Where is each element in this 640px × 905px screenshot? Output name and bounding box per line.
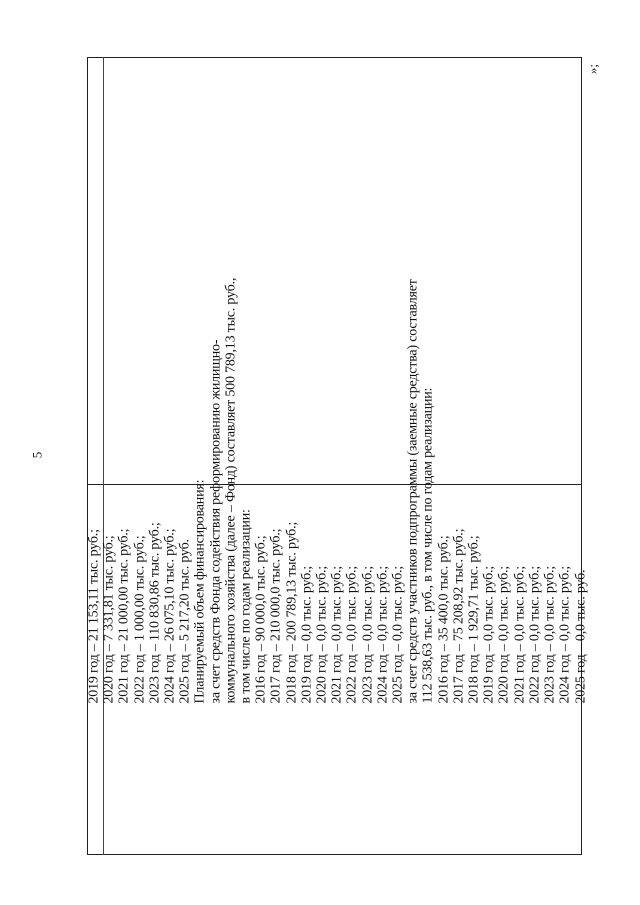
- financing-text-line: 2025 год – 0,0 тыс. руб.;: [390, 566, 406, 704]
- financing-text-line: 2022 год – 1 000,00 тыс. руб.;: [132, 535, 148, 704]
- financing-text-line: 2016 год – 90 000,0 тыс. руб.;: [253, 535, 269, 704]
- financing-text-line: 2023 год – 0,0 тыс. руб.;: [360, 566, 376, 704]
- financing-text-line: 2021 год – 0,0 тыс. руб.;: [329, 566, 345, 704]
- financing-text-line: 2018 год – 200 789,13 тыс. руб.;: [284, 521, 300, 704]
- financing-text-line: 2022 год – 0,0 тыс. руб.;: [527, 566, 543, 704]
- page-number: 5: [29, 451, 45, 459]
- financing-text-line: в том числе по годам реализации:: [238, 509, 254, 704]
- financing-text-line: 2022 год – 0,0 тыс. руб.;: [344, 566, 360, 704]
- financing-text-line: 2025 год – 0,0 тыс. руб.: [573, 569, 588, 704]
- financing-text-line: 2018 год – 1 929,71 тыс. руб.;: [466, 535, 482, 704]
- financing-text-line: 2019 год – 21 153,11 тыс. руб.;: [86, 529, 102, 704]
- financing-text-line: 2025 год – 5 217,20 тыс. руб.: [177, 539, 193, 704]
- financing-text-line: 2019 год – 0,0 тыс. руб.;: [299, 566, 315, 704]
- financing-text-line: 2024 год – 0,0 тыс. руб.;: [375, 566, 391, 704]
- financing-text-line: коммунального хозяйства (далее – Фонд) составляет 500 789,13 тыс. руб.,: [223, 277, 239, 704]
- financing-text-line: 112 538,63 тыс. руб., в том числе по годам реализации:: [420, 387, 436, 704]
- financing-text-line: 2020 год – 0,0 тыс. руб.;: [314, 566, 330, 704]
- financing-text-block: [85, 277, 588, 704]
- financing-text-line: за счет средств Фонда содействия реформированию жилищно-: [208, 339, 224, 704]
- financing-text-line: 2021 год – 21 000,00 тыс. руб.;: [116, 528, 132, 704]
- financing-text-line: за счет средств участников подпрограммы (заемные средства) составляет: [405, 279, 421, 704]
- financing-text-line: 2023 год – 0,0 тыс. руб.;: [542, 566, 558, 704]
- financing-text-line: 2017 год – 75 208,92 тыс. руб.;: [451, 528, 467, 704]
- financing-text-line: 2020 год – 7 331,81 тыс. руб.;: [101, 535, 117, 704]
- financing-text-line: 2024 год – 26 075,10 тыс. руб.;: [162, 528, 178, 704]
- financing-text-line: Планируемый объем финансирования:: [192, 479, 208, 704]
- financing-text-line: 2017 год – 210 000,0 тыс. руб.;: [268, 528, 284, 704]
- financing-text-line: 2021 год – 0,0 тыс. руб.;: [512, 566, 528, 704]
- financing-text-line: 2023 год – 110 830,86 тыс. руб.;: [147, 522, 163, 704]
- financing-text-line: 2016 год – 35 400,0 тыс. руб.;: [436, 535, 452, 704]
- closing-quote-mark: »;: [585, 63, 601, 75]
- financing-text-line: 2020 год – 0,0 тыс. руб.;: [496, 566, 512, 704]
- financing-text-line: 2019 год – 0,0 тыс. руб.;: [481, 566, 497, 704]
- financing-text-line: 2024 год – 0,0 тыс. руб.;: [557, 566, 573, 704]
